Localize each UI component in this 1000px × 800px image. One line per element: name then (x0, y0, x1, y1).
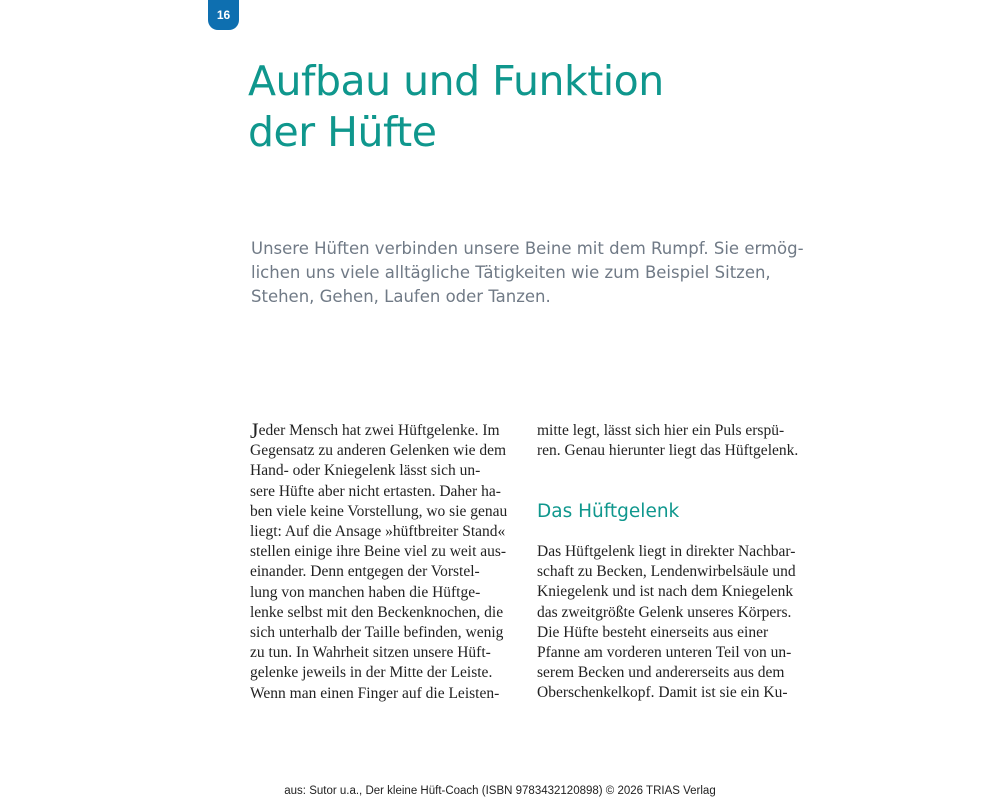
body-column-right (537, 542, 797, 704)
page-title-line-2: der Hüfte (248, 108, 437, 156)
body-line (250, 418, 510, 443)
body-line: lenke selbst mit den Beckenknochen, die (250, 603, 504, 621)
body-line: liegt: Auf die Ansage »hüftbreiter Stand« (250, 523, 506, 541)
copyright-footer: aus: Sutor u.a., Der kleine Hüft-Coach (ISBN 9783432120898) © 2026 TRIAS Verlag (284, 785, 716, 797)
intro-line: Unsere Hüften verbinden unsere Beine mit dem Rumpf. Sie ermög- (251, 239, 804, 258)
body-line: Kniegelenk und ist nach dem Kniegelenk (537, 583, 794, 601)
body-line: einander. Denn entgegen der Vorstel- (250, 563, 480, 581)
body-line: Wenn man einen Finger auf die Leisten- (250, 684, 500, 702)
body-line: Hand- oder Kniegelenk lässt sich un- (250, 462, 481, 480)
intro-paragraph (251, 237, 804, 309)
body-line: Gegensatz zu anderen Gelenken wie dem (250, 442, 507, 460)
body-line: mitte legt, lässt sich hier ein Puls erspü- (537, 422, 785, 439)
body-line: das zweitgrößte Gelenk unseres Körpers. (537, 603, 792, 621)
page-title-line-1: Aufbau und Funktion (248, 57, 664, 105)
body-line: zu tun. In Wahrheit sitzen unsere Hüft- (250, 644, 491, 662)
body-line-text: eder Mensch hat zwei Hüftgelenke. Im (258, 422, 500, 439)
body-line: Die Hüfte besteht einerseits aus einer (537, 623, 769, 641)
body-line: sere Hüfte aber nicht ertasten. Daher ha- (250, 482, 501, 500)
body-line: stellen einige ihre Beine viel zu weit aus- (250, 543, 507, 561)
body-column-left (250, 418, 510, 704)
page-number-badge: 16 (208, 0, 239, 30)
body-line: ben viele keine Vorstellung, wo sie genau (250, 502, 508, 520)
body-line: lung von manchen haben die Hüftge- (250, 583, 481, 601)
body-line: serem Becken und andererseits aus dem (537, 664, 785, 682)
body-line: gelenke jeweils in der Mitte der Leiste. (250, 664, 493, 682)
page-title (248, 56, 664, 158)
body-column-right-top (537, 421, 797, 461)
intro-line: lichen uns viele alltägliche Tätigkeiten wie zum Beispiel Sitzen, (251, 263, 771, 282)
body-line: Das Hüftgelenk liegt in direkter Nachbar- (537, 543, 796, 560)
section-heading: Das Hüftgelenk (537, 501, 680, 522)
body-line: ren. Genau hierunter liegt das Hüftgelenk. (537, 442, 799, 460)
body-line: schaft zu Becken, Lendenwirbelsäule und (537, 563, 796, 581)
body-line: sich unterhalb der Taille befinden, wenig (250, 624, 504, 642)
dropcap-letter: J (250, 418, 259, 443)
body-line: Pfanne am vorderen unteren Teil von un- (537, 644, 792, 662)
intro-line: Stehen, Gehen, Laufen oder Tanzen. (251, 287, 551, 306)
body-line: Oberschenkelkopf. Damit ist sie ein Ku- (537, 684, 788, 702)
